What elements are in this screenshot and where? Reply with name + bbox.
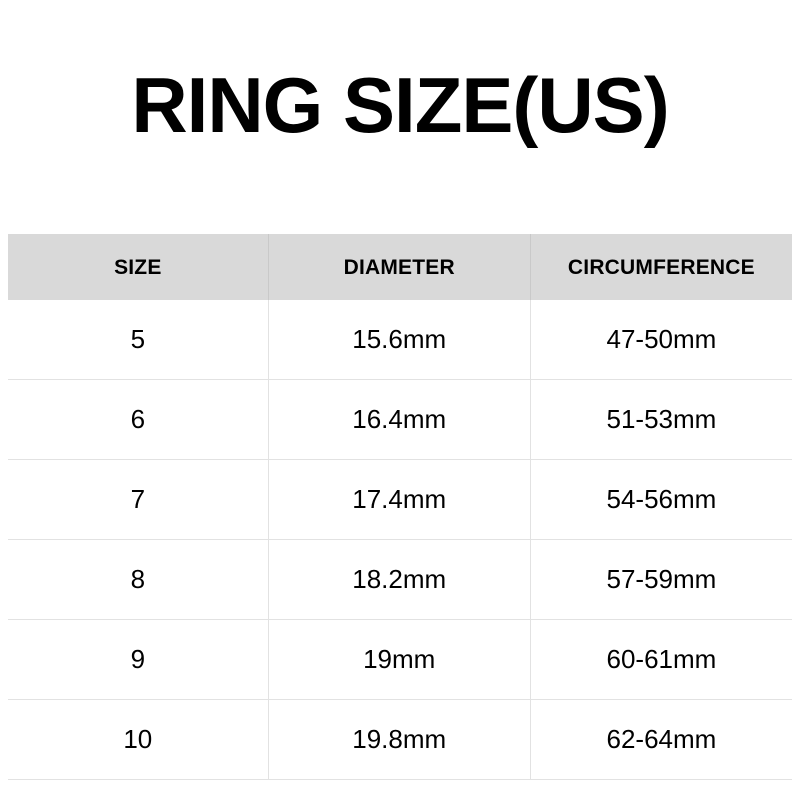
cell-circumference: 60-61mm	[530, 620, 792, 700]
cell-diameter: 16.4mm	[268, 380, 530, 460]
cell-circumference: 57-59mm	[530, 540, 792, 620]
table-row	[8, 540, 792, 620]
column-header-size: SIZE	[8, 234, 268, 300]
column-header-diameter: DIAMETER	[268, 234, 530, 300]
cell-diameter: 17.4mm	[268, 460, 530, 540]
cell-size: 5	[8, 300, 268, 380]
cell-circumference: 47-50mm	[530, 300, 792, 380]
table-header-row	[8, 234, 792, 300]
cell-circumference: 62-64mm	[530, 700, 792, 780]
cell-size: 10	[8, 700, 268, 780]
cell-circumference: 51-53mm	[530, 380, 792, 460]
table-row	[8, 700, 792, 780]
cell-size: 7	[8, 460, 268, 540]
cell-size: 8	[8, 540, 268, 620]
table-row	[8, 380, 792, 460]
cell-diameter: 19.8mm	[268, 700, 530, 780]
cell-diameter: 15.6mm	[268, 300, 530, 380]
size-table-container	[8, 234, 792, 780]
table-row	[8, 300, 792, 380]
cell-size: 9	[8, 620, 268, 700]
cell-diameter: 19mm	[268, 620, 530, 700]
table-body	[8, 300, 792, 780]
cell-circumference: 54-56mm	[530, 460, 792, 540]
cell-size: 6	[8, 380, 268, 460]
ring-size-table	[8, 234, 792, 780]
table-row	[8, 620, 792, 700]
table-header	[8, 234, 792, 300]
column-header-circumference: CIRCUMFERENCE	[567, 256, 755, 279]
page-title: RING SIZE(US)	[131, 61, 669, 149]
cell-diameter: 18.2mm	[268, 540, 530, 620]
table-row	[8, 460, 792, 540]
